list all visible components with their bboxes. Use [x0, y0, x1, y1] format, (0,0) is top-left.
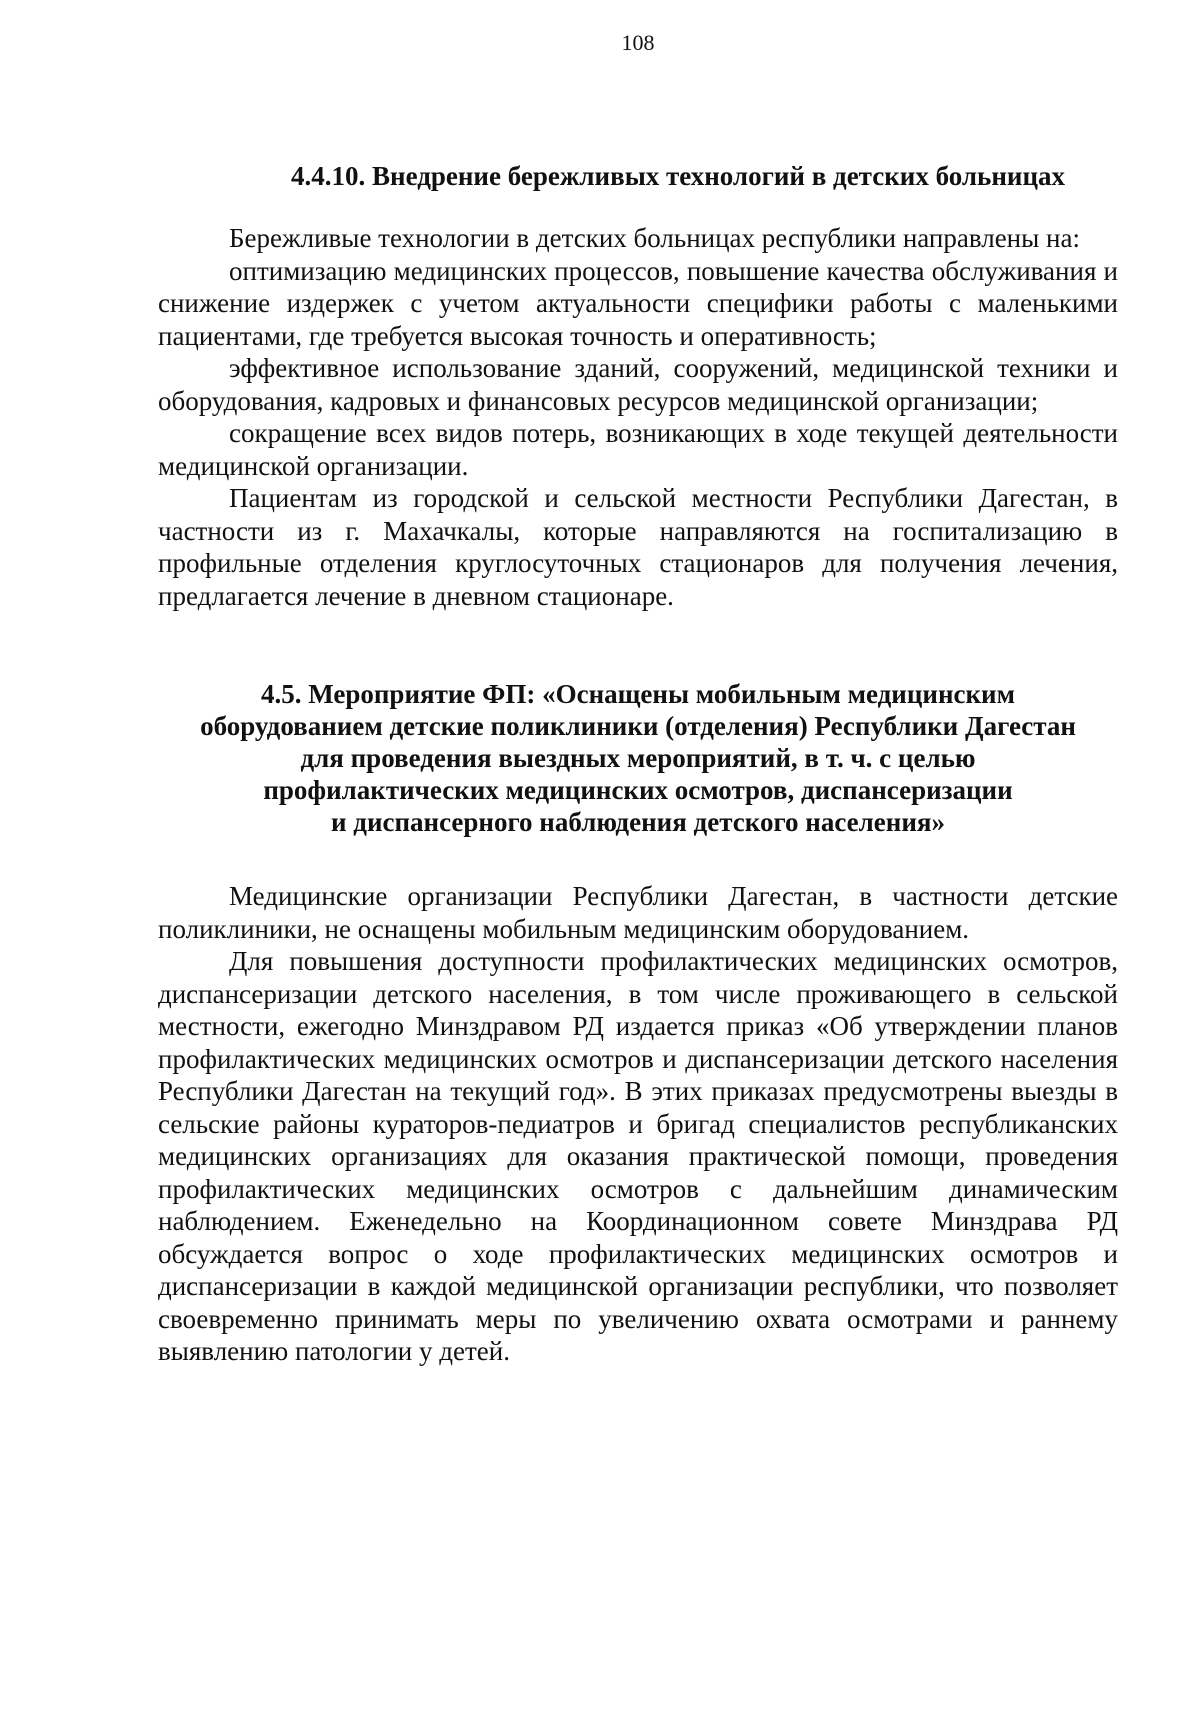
section-4-4-10-item: оптимизацию медицинских процессов, повышение качества обслуживания и снижение издержек с учетом актуальности специфики работы с маленькими пациентами, где требуется высокая точность и оперативность;	[158, 255, 1118, 351]
section-4-5-title	[158, 678, 1118, 838]
section-4-4-10-title: 4.4.10. Внедрение бережливых технологий в детских больницах	[291, 161, 1065, 191]
page-content	[158, 160, 1118, 1368]
page-number: 108	[621, 30, 655, 55]
section-4-5-title-line: 4.5. Мероприятие ФП: «Оснащены мобильным медицинским	[261, 679, 1015, 709]
section-4-4-10-paragraph: Пациентам из городской и сельской местности Республики Дагестан, в частности из г. Махачкалы, которые направляются на госпитализацию в профильные отделения круглосуточных стационаров для получения лечения, предлагается лечение в дневном стационаре.	[158, 483, 1118, 611]
section-4-4-10-intro: Бережливые технологии в детских больницах республики направлены на:	[229, 223, 1080, 253]
section-4-5-title-line: оборудованием детские поликлиники (отделения) Республики Дагестан	[200, 711, 1076, 741]
section-4-5-title-line: профилактических медицинских осмотров, диспансеризации	[263, 775, 1013, 805]
section-4-4-10-item: эффективное использование зданий, сооружений, медицинской техники и оборудования, кадровых и финансовых ресурсов медицинской организации;	[158, 353, 1118, 416]
section-4-5-title-line: и диспансерного наблюдения детского населения»	[330, 807, 946, 837]
section-4-5-paragraph: Для повышения доступности профилактических медицинских осмотров, диспансеризации детского населения, в том числе проживающего в сельской местности, ежегодно Минздравом РД издается приказ «Об утверждении планов профилактических медицинских осмотров и диспансеризации детского населения Республики Дагестан на текущий год». В этих приказах предусмотрены выезды в сельские районы кураторов-педиатров и бригад специалистов республиканских медицинских организациях для оказания практической помощи, проведения профилактических медицинских осмотров с дальнейшим динамическим наблюдением. Еженедельно на Координационном совете Минздрава РД обсуждается вопрос о ходе профилактических медицинских осмотров и диспансеризации в каждой медицинской организации республики, что позволяет своевременно принимать меры по увеличению охвата осмотрами и раннему выявлению патологии у детей.	[158, 946, 1118, 1366]
section-4-5-paragraph: Медицинские организации Республики Дагестан, в частности детские поликлиники, не оснащены мобильным медицинским оборудованием.	[158, 881, 1118, 944]
section-4-5-title-line: для проведения выездных мероприятий, в т. ч. с целью	[300, 743, 976, 773]
section-4-4-10-item: сокращение всех видов потерь, возникающих в ходе текущей деятельности медицинской организации.	[158, 418, 1118, 481]
